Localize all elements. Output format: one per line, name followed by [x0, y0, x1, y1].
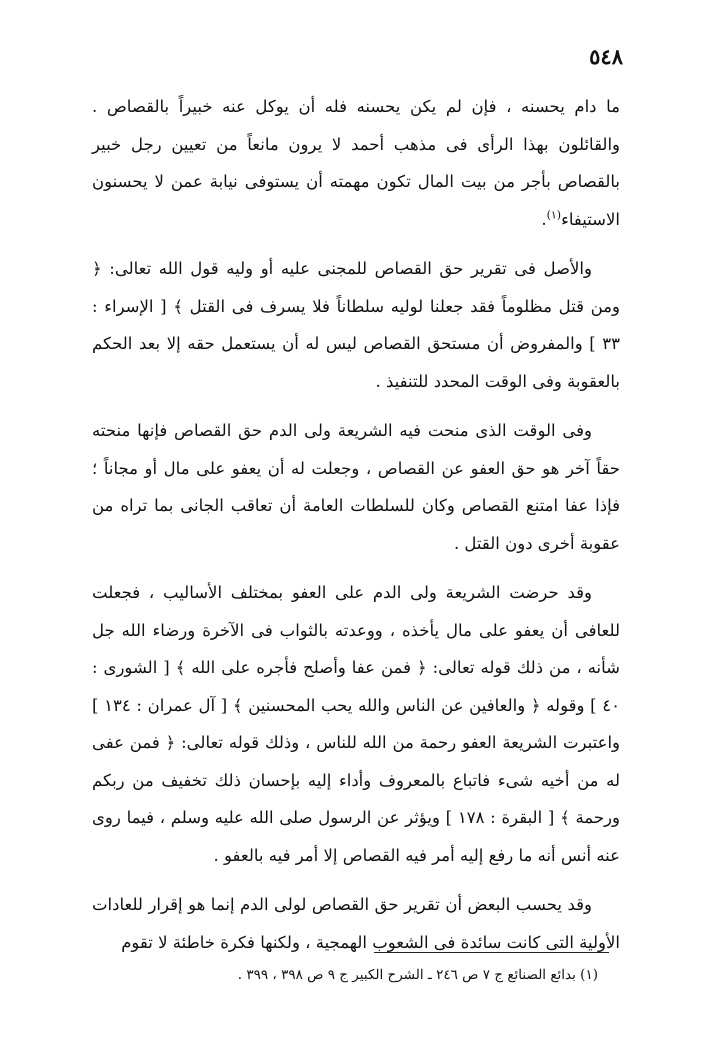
paragraph-4: وقد حرضت الشريعة ولى الدم على العفو بمختلف الأساليب ، فجعلت للعافى أن يعفو على مال يأخذه ، ووعدته بالثواب فى الآخرة ورضاء الله جل شأنه ، من ذلك قوله تعالى: ﴿ فمن عفا وأصلح فأجره على الله ﴾ [ الشورى : ٤٠ ] وقوله ﴿ والعافين عن الناس والله يحب المحسنين ﴾ [ آل عمران : ١٣٤ ] واعتبرت الشريعة العفو رحمة من الله للناس ، وذلك قوله تعالى: ﴿ فمن عفى له من أخيه شىء فاتباع بالمعروف وأداء إليه بإحسان ذلك تخفيف من ربكم ورحمة ﴾ [ البقرة : ١٧٨ ] ويؤثر عن الرسول صلى الله عليه وسلم ، فيما روى عنه أنس أنه ما رفع إليه أمر فيه القصاص إلا أمر فيه بالعفو . [92, 583, 620, 865]
footnote: (١) بدائع الصنائع ج ٧ ص ٢٤٦ ـ الشرح الكبير ج ٩ ص ٣٩٨ ، ٣٩٩ . [237, 967, 598, 983]
paragraph-1-tail: . [541, 209, 547, 229]
paragraph-2: والأصل فى تقرير حق القصاص للمجنى عليه أو وليه قول الله تعالى: ﴿ ومن قتل مظلوماً فقد جعلنا لوليه سلطاناً فلا يسرف فى القتل ﴾ [ الإسراء : ٣٣ ] والمفروض أن مستحق القصاص ليس له أن يستعمل حقه إلا بعد الحكم بالعقوبة وفى الوقت المحدد للتنفيذ . [92, 259, 620, 391]
paragraph-1 [92, 88, 620, 238]
paragraph-3: وفى الوقت الذى منحت فيه الشريعة ولى الدم حق القصاص فإنها منحته حقاً آخر هو حق العفو عن القصاص ، وجعلت له أن يعفو على مال أو مجاناً ؛ فإذا عفا امتنع القصاص وكان للسلطات العامة أن تعاقب الجانى بما تراه من عقوبة أخرى دون القتل . [92, 421, 620, 553]
main-text [92, 88, 620, 973]
footnote-ref: (١) [546, 208, 562, 221]
page-number: ٥٤٨ [589, 44, 623, 69]
paragraph-5: وقد يحسب البعض أن تقرير حق القصاص لولى الدم إنما هو إقرار للعادات الأولية التى كانت سائدة فى الشعوب الهمجية ، ولكنها فكرة خاطئة لا تقوم [92, 895, 620, 952]
footnote-divider [374, 952, 609, 953]
paragraph-1-text: ما دام يحسنه ، فإن لم يكن يحسنه فله أن يوكل عنه خبيراً بالقصاص . والقائلون بهذا الرأى فى مذهب أحمد لا يرون مانعاً من تعيين رجل خبير بالقصاص بأجر من بيت المال تكون مهمته أن يستوفى نيابة عمن لا يحسنون الاستيفاء [92, 97, 620, 229]
